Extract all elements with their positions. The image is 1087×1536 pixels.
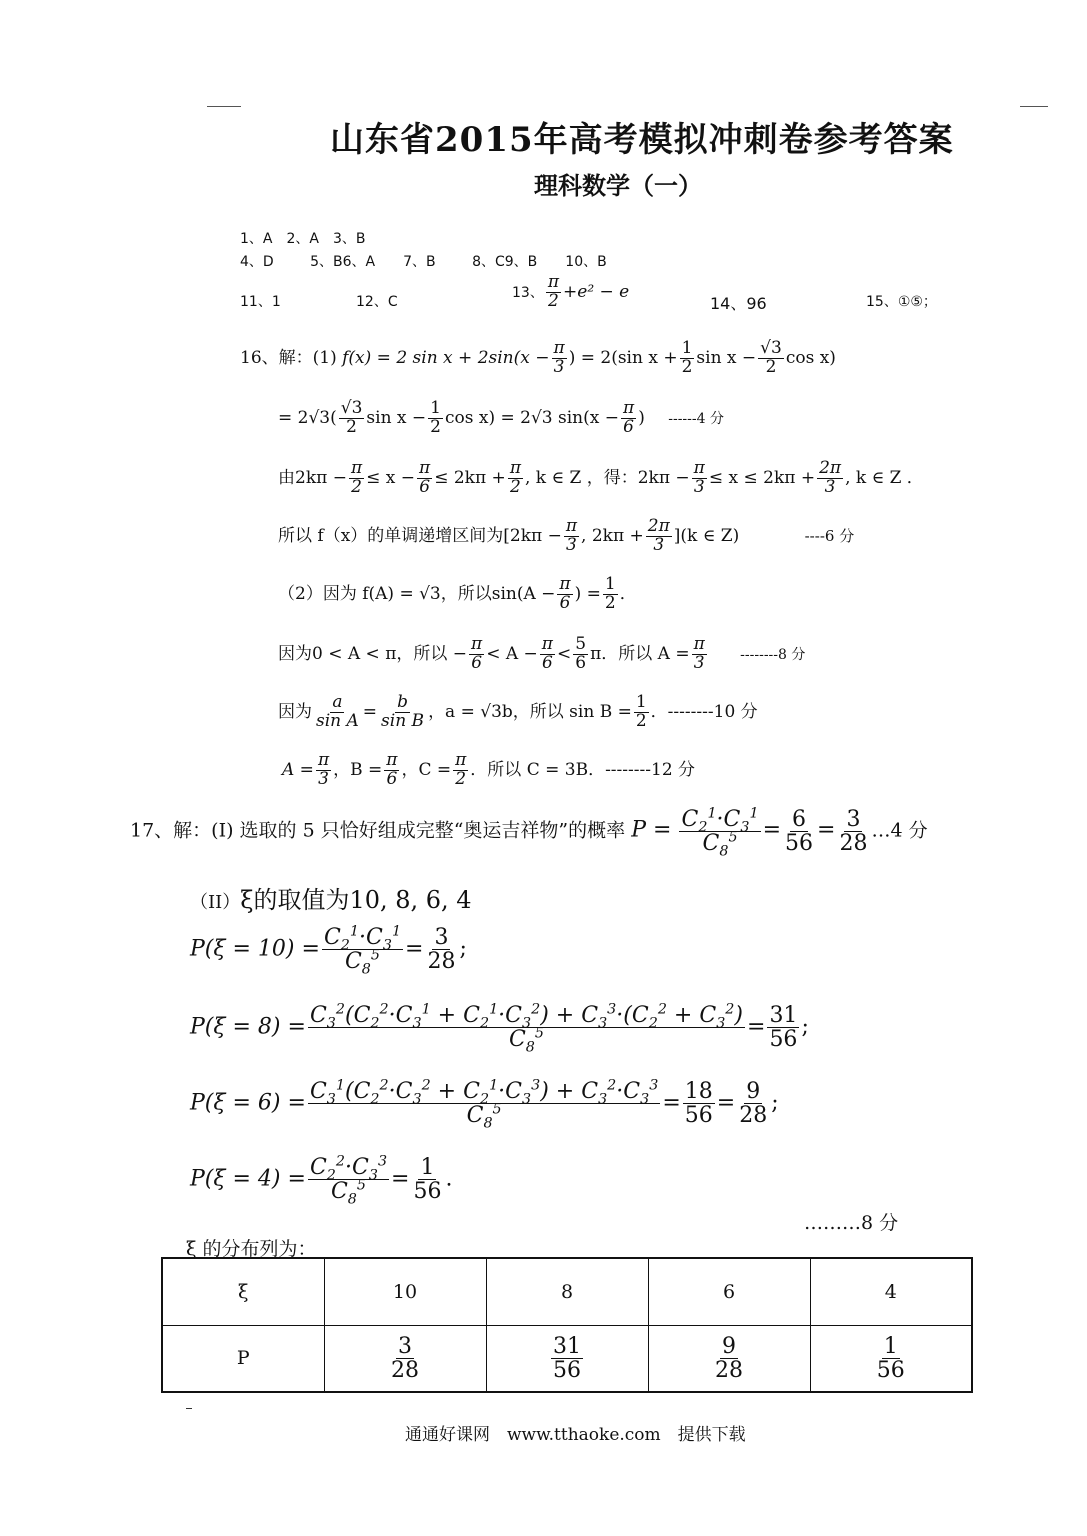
q16-l4-b: , 2kπ + [581, 525, 644, 546]
q16-line-3 [278, 460, 924, 497]
frac-5-6 [573, 636, 588, 673]
frac-pi-2 [508, 460, 523, 497]
q16-l8-a: A = [282, 759, 314, 780]
frac-pi-3 [564, 518, 579, 555]
frac-num: π [350, 458, 363, 478]
frac-num: a [332, 692, 343, 712]
q16-l3-a: 由2kπ − [278, 467, 347, 488]
q16-expr-mid2: sin x − [696, 347, 757, 368]
q16-line-2 [278, 400, 724, 437]
frac-den: 56 [413, 1179, 442, 1205]
frac-den: 28 [839, 831, 868, 857]
prob-6-label: P(ξ = 6) = [190, 1090, 306, 1116]
frac-den: 2 [509, 476, 521, 497]
frac-num: $C_2^1\cdot C_3^1$ [681, 805, 759, 836]
frac-den: 2 [548, 290, 559, 311]
q17-eq: = [817, 817, 836, 843]
q16-l8-b: ，B = [333, 759, 383, 780]
frac-den: 2 [604, 592, 616, 613]
table-cell: 4 [810, 1258, 972, 1325]
q16-l7-b: = [362, 701, 378, 722]
frac-den: 3 [566, 534, 577, 555]
frac-den: 28 [391, 1357, 419, 1383]
q16-l2-start: = 2√3( [278, 407, 337, 428]
frac-num: $C_3^2(C_2^2\cdot C_3^1 + C_2^1\cdot C_3^2) + C_3^3\cdot(C_2^2 + C_3^2)$ [309, 1001, 743, 1032]
q16-l2-mid: sin x − [366, 407, 427, 428]
frac-num: 31 [769, 1003, 798, 1028]
frac-den: 6 [471, 652, 483, 673]
prob-10: P(ξ = 10) = $\frac{C_2^1\cdot C_3^1}{C_8^5}$ = $\frac{3}{28}$ ; [190, 923, 467, 978]
frac-num: 3 [846, 807, 861, 832]
frac-den: $C_8^5$ [508, 1025, 544, 1056]
frac-9-28 [713, 1335, 745, 1382]
answer-15: 15、①⑤； [866, 294, 937, 310]
frac-den: 2 [681, 356, 693, 377]
frac-num: 1 [681, 338, 693, 358]
frac-pi-3 [692, 460, 707, 497]
frac-den: 56 [553, 1357, 581, 1383]
frac-num: π [693, 634, 705, 654]
frac-num: $C_2^2\cdot C_3^3$ [309, 1153, 388, 1184]
frac-den: 3 [653, 534, 665, 555]
frac-den: 56 [769, 1027, 798, 1053]
frac-3-28 [837, 808, 869, 855]
frac-den: 28 [739, 1103, 768, 1129]
frac-num: 2π [819, 458, 842, 478]
frac-den: 6 [559, 592, 571, 613]
frac-pi-6 [384, 752, 399, 789]
frac-a-sinA [314, 694, 361, 731]
frac-b-sinB [379, 694, 426, 731]
frac-3-28 [389, 1335, 421, 1382]
q16-expr-end: cos x) [785, 347, 836, 368]
q16-l7-c: ，a = √3b，所以 sin B = [428, 701, 632, 722]
frac-den: sin B [381, 710, 425, 731]
frac-2pi-3 [646, 518, 672, 555]
q16-line-7 [278, 694, 758, 731]
frac-pi-2 [349, 460, 364, 497]
frac-num: π [419, 458, 431, 478]
frac-3-28 [425, 926, 457, 973]
corner-mark-left [207, 106, 241, 107]
frac-den: 6 [575, 652, 587, 673]
frac-sqrt3-2 [339, 400, 365, 437]
frac-den: 6 [419, 476, 431, 497]
frac-den: $C_8^5$ [330, 1177, 367, 1208]
frac-den: 2 [351, 476, 362, 497]
frac-num: 9 [722, 1333, 736, 1359]
q17-l1-a: 17、解：(Ⅰ) 选取的 5 只恰好组成完整“奥运吉祥物”的概率 [130, 819, 626, 842]
score-8b: ………8 分 [804, 1212, 899, 1234]
frac-num: √3 [760, 338, 782, 358]
answer-13-tail: +e² − e [563, 281, 630, 302]
q16-line-6 [278, 636, 805, 673]
frac-den: 3 [693, 476, 705, 497]
table-cell [486, 1325, 648, 1392]
q16-l6-d: π．所以 A = [590, 643, 690, 664]
frac-pi-6 [621, 400, 636, 437]
q16-l8-c: ，C = [401, 759, 452, 780]
answer-row-2: 4、D 5、B6、A 7、B 8、C9、B 10、B [240, 254, 607, 270]
frac-den: 3 [693, 652, 705, 673]
score-6: ----6 分 [804, 526, 855, 545]
q16-l3-e: ≤ x ≤ 2kπ + [708, 467, 816, 488]
q16-l6-b: < A − [486, 643, 538, 664]
q16-l3-f: , k ∈ Z ． [845, 467, 924, 488]
frac-den: 2 [635, 710, 647, 731]
answer-13-fraction [546, 274, 561, 311]
frac-1-2 [680, 340, 695, 377]
q17-eq: = [762, 817, 782, 843]
frac-num: π [509, 458, 521, 478]
q16-l3-d: , k ∈ Z ，得：2kπ − [525, 467, 690, 488]
answer-14: 14、96 [710, 294, 767, 313]
q16-l3-b: ≤ x − [366, 467, 416, 488]
frac-den: $C_8^5$ [702, 829, 738, 860]
frac-p6 [308, 1077, 660, 1132]
frac-pi-6 [557, 576, 572, 613]
frac-den: 56 [876, 1357, 905, 1383]
prob-6: P(ξ = 6) = $\frac{C_3^1(C_2^2\cdot C_3^2 + C_2^1\cdot C_3^3) + C_3^2\cdot C_3^3}{C_8^5}$ = $\frac{18}{56}$ = $\frac{9}{28}$ ; [190, 1077, 779, 1132]
q16-l5-b: ) = [574, 583, 601, 604]
frac-den: 6 [623, 416, 634, 437]
q16-l7-d: ．--------10 分 [650, 701, 758, 722]
q17-P: P = [631, 817, 672, 843]
frac-31-56 [551, 1335, 583, 1382]
frac-num: π [317, 750, 330, 770]
frac-num: √3 [340, 398, 363, 418]
small-dash [186, 1408, 192, 1409]
frac-den: 56 [785, 831, 814, 857]
q16-line-4 [278, 518, 854, 555]
q16-l7-a: 因为 [278, 701, 312, 722]
score-8a: --------8 分 [740, 646, 806, 663]
page-subtitle: 理科数学（一） [534, 171, 702, 200]
q16-line-8 [282, 752, 695, 789]
q16-l4-c: ](k ∈ Z) [673, 525, 740, 546]
frac-den: 28 [427, 949, 456, 975]
frac-pi-2 [453, 752, 468, 789]
prob-4-label: P(ξ = 4) = [190, 1166, 306, 1192]
frac-den: $C_8^5$ [466, 1101, 502, 1132]
q16-label: 16、解：(1) [240, 347, 337, 368]
q17-part2-label: （II） [190, 892, 241, 913]
score-4b: …4 分 [871, 819, 928, 842]
prob-8-label: P(ξ = 8) = [190, 1014, 306, 1040]
q16-l6-a: 因为0 < A < π，所以 − [278, 643, 468, 664]
frac-pi-3 [316, 752, 331, 789]
corner-mark-right [1020, 106, 1048, 107]
table-header-p: P [162, 1325, 324, 1392]
page-title: 山东省2015年高考模拟冲刺卷参考答案 [330, 120, 954, 160]
frac-den: sin A [316, 710, 359, 731]
prob-4: P(ξ = 4) = $\frac{C_2^2\cdot C_3^3}{C_8^5}$ = $\frac{1}{56}$ . [190, 1153, 453, 1208]
answer-13-label: 13、 [512, 284, 544, 301]
frac-num: 1 [883, 1333, 898, 1359]
q16-l5-a: （2）因为 f(A) = √3，所以sin(A − [278, 583, 556, 604]
q16-l2-end: ) [638, 407, 645, 428]
frac-den: 3 [553, 356, 565, 377]
frac-num: $C_2^1\cdot C_3^1$ [323, 923, 402, 954]
frac-31-56 [767, 1004, 799, 1051]
table-cell: 10 [324, 1258, 486, 1325]
distribution-table [161, 1257, 973, 1393]
q16-expr: f(x) = 2 sin x + 2sin(x − [342, 347, 550, 368]
table-row [162, 1325, 972, 1392]
distribution-label: ξ 的分布列为： [186, 1238, 317, 1260]
frac-2pi-3 [817, 460, 843, 497]
frac-num: 9 [746, 1079, 761, 1104]
frac-num: π [541, 634, 553, 654]
frac-num: 1 [604, 574, 616, 594]
frac-num: 3 [434, 925, 449, 950]
frac-18-56 [683, 1080, 715, 1127]
table-cell [648, 1325, 810, 1392]
frac-sqrt3-2 [758, 340, 784, 377]
frac-num: 2π [647, 516, 670, 536]
frac-den: $C_8^5$ [344, 947, 381, 978]
q16-l3-c: ≤ 2kπ + [434, 467, 506, 488]
q17-part2 [190, 880, 472, 915]
score-4: ------4 分 [668, 410, 724, 427]
q17-line-1 [130, 805, 928, 860]
answer-row-1: 1、A 2、A 3、B [240, 231, 366, 247]
q16-l5-c: ． [619, 583, 637, 604]
frac-num: π [559, 574, 571, 594]
frac-den: 2 [346, 416, 357, 437]
footer-text: 通通好课网 www.tthaoke.com 提供下载 [405, 1425, 746, 1445]
frac-pi-6 [540, 636, 555, 673]
frac-1-2 [428, 400, 443, 437]
frac-num: 6 [792, 807, 807, 832]
frac-num: 3 [398, 1333, 412, 1359]
frac-1-56 [411, 1156, 443, 1203]
frac-pi-3 [552, 340, 567, 377]
frac-num: $C_3^1(C_2^2\cdot C_3^2 + C_2^1\cdot C_3^3) + C_3^2\cdot C_3^3$ [309, 1077, 659, 1108]
frac-den: 2 [455, 768, 467, 789]
frac-num: π [693, 458, 705, 478]
frac-den: 28 [715, 1357, 743, 1383]
frac-6-56 [783, 808, 815, 855]
q16-l8-d: ．所以 C = 3B．--------12 分 [470, 759, 696, 780]
answer-12: 12、C [356, 294, 398, 310]
frac-num: 31 [553, 1333, 581, 1359]
q16-l6-c: < [556, 643, 572, 664]
q16-l2-mid2: cos x) = 2√3 sin(x − [444, 407, 619, 428]
frac-pi-6 [469, 636, 484, 673]
frac-num: π [386, 750, 398, 770]
q16-expr-mid: ) = 2(sin x + [568, 347, 678, 368]
frac-num: 5 [575, 634, 587, 654]
frac-den: 2 [765, 356, 777, 377]
frac-1-2 [634, 694, 649, 731]
frac-num: 18 [684, 1079, 713, 1104]
table-row [162, 1258, 972, 1325]
frac-num: 1 [430, 398, 441, 418]
q16-line-5 [278, 576, 637, 613]
frac-num: b [397, 692, 408, 712]
frac-p4 [308, 1153, 389, 1208]
table-cell [324, 1325, 486, 1392]
q16-line-1 [240, 340, 836, 377]
frac-p8 [308, 1001, 745, 1056]
frac-num: π [547, 272, 560, 292]
frac-num: 1 [635, 692, 647, 712]
frac-den: 6 [386, 768, 398, 789]
frac-num: π [455, 750, 467, 770]
table-cell: 8 [486, 1258, 648, 1325]
frac-9-28 [737, 1080, 769, 1127]
frac-num: π [623, 398, 635, 418]
frac-1-56 [875, 1335, 907, 1382]
table-cell: 6 [648, 1258, 810, 1325]
frac-den: 6 [541, 652, 553, 673]
frac-den: 3 [318, 768, 329, 789]
frac-p10 [322, 923, 403, 978]
frac-num: 1 [420, 1155, 435, 1180]
q16-l4-a: 所以 f（x）的单调递增区间为[2kπ − [278, 525, 562, 546]
table-header-xi: ξ [162, 1258, 324, 1325]
frac-pi-6 [417, 460, 432, 497]
frac-num: π [471, 634, 483, 654]
q17-part2-text: ξ的取值为10, 8, 6, 4 [240, 886, 472, 914]
frac-pi-3 [692, 636, 707, 673]
table-cell [810, 1325, 972, 1392]
frac-1-2 [603, 576, 618, 613]
prob-10-label: P(ξ = 10) = [190, 936, 320, 962]
frac-den: 3 [824, 476, 836, 497]
frac-num: π [565, 516, 578, 536]
prob-8: P(ξ = 8) = $\frac{C_3^2(C_2^2\cdot C_3^1 + C_2^1\cdot C_3^2) + C_3^3\cdot(C_2^2 + C_3^2)}{C_8^5}$ = $\frac{31}{56}$ ; [190, 1001, 809, 1056]
frac-den: 2 [430, 416, 441, 437]
frac-c21c31-c85 [679, 805, 760, 860]
frac-den: 56 [684, 1103, 713, 1129]
answer-11: 11、1 [240, 294, 281, 310]
frac-num: π [553, 338, 565, 358]
answer-13 [512, 274, 629, 311]
